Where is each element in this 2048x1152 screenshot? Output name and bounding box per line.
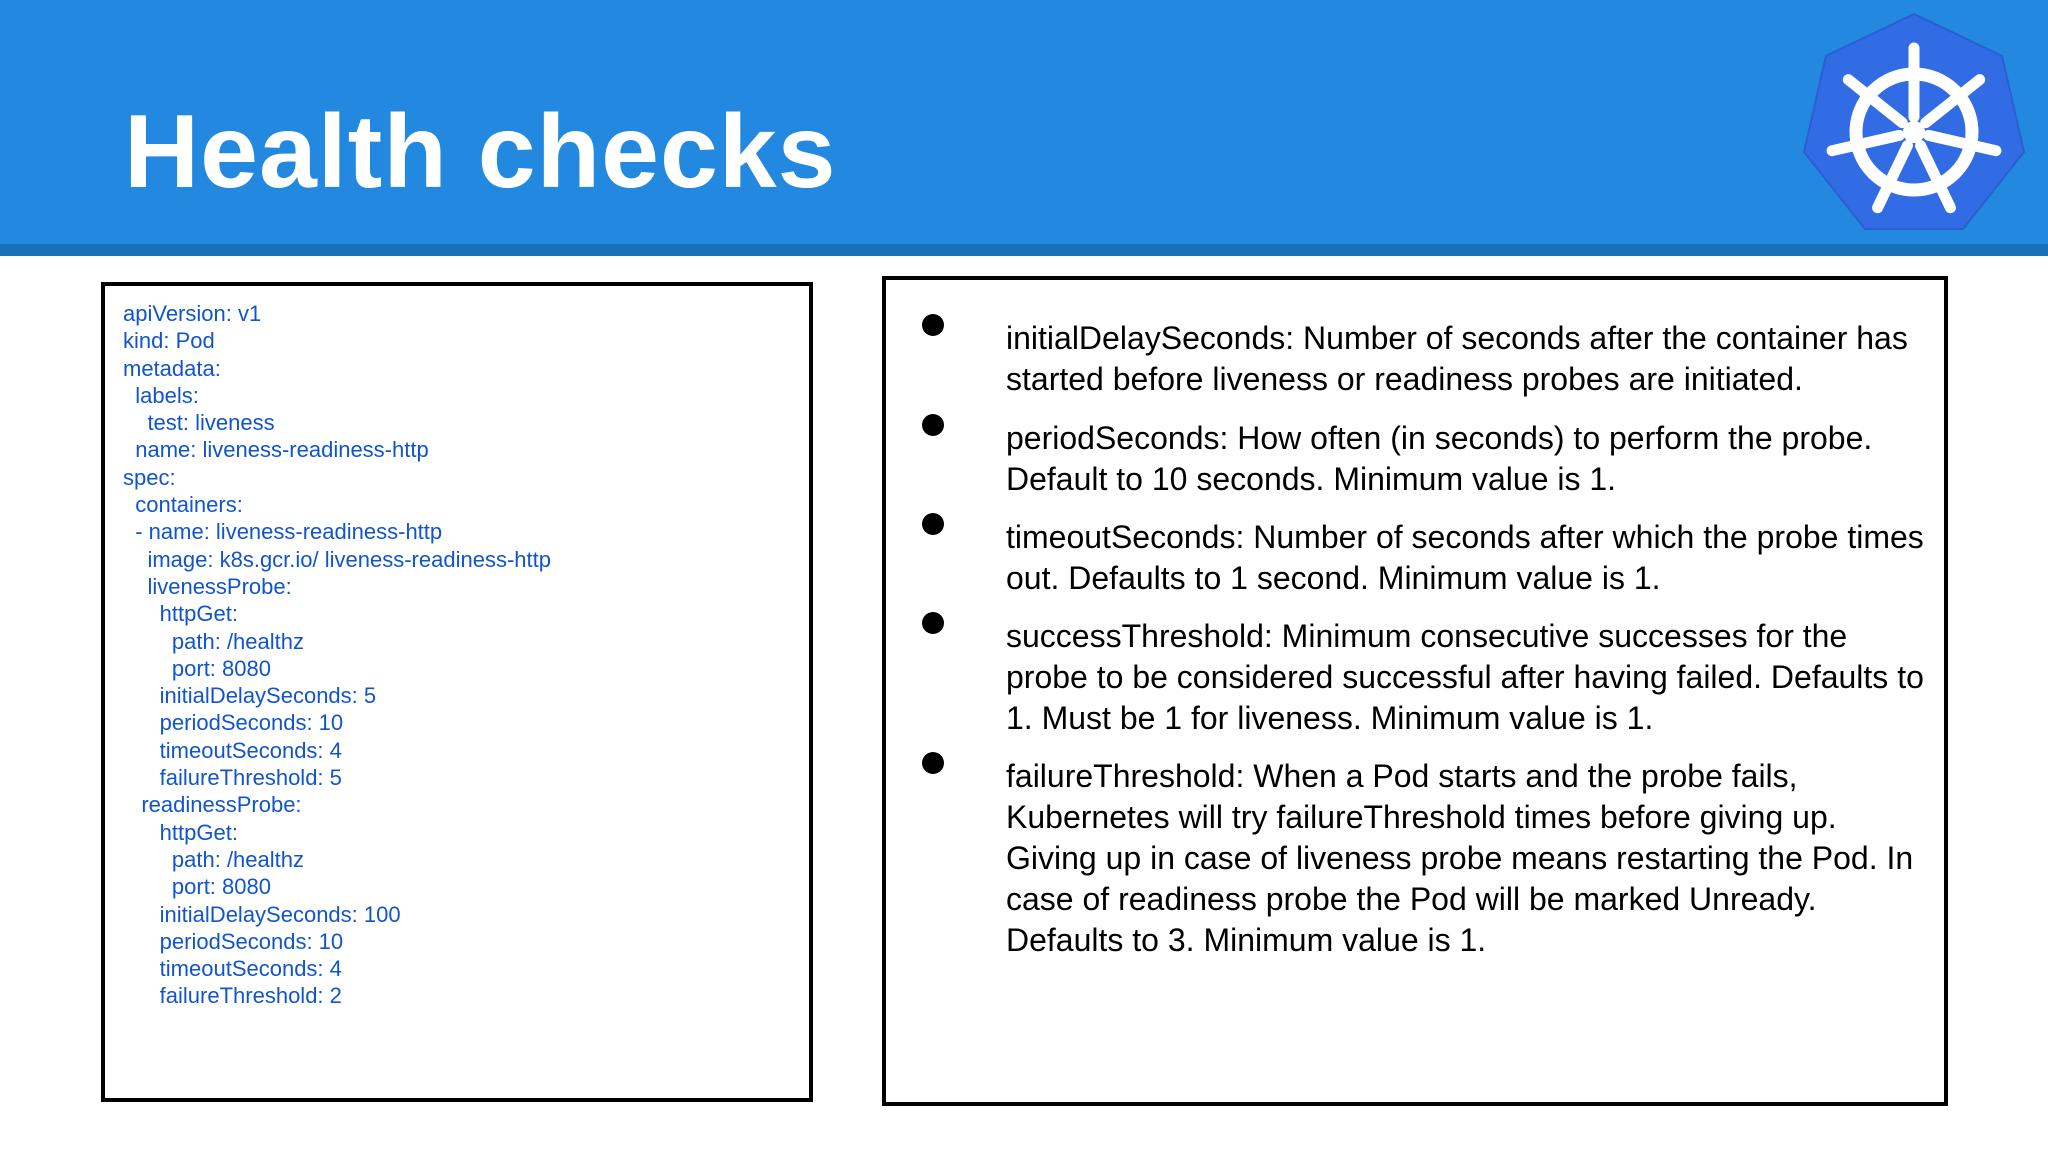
header-rule bbox=[0, 244, 2048, 256]
code-line: periodSeconds: 10 bbox=[123, 928, 344, 954]
note-failure-threshold: failureThreshold: When a Pod starts and the probe fails, Kubernetes will try failureThreshold times before giving up. Giving up in case of liveness probe means restarting the Pod. In case of readiness probe the Pod will be marked Unready. Defaults to 3. Minimum value is 1. bbox=[1006, 758, 1914, 958]
code-line: - name: liveness-readiness-http bbox=[123, 519, 443, 545]
code-line: readinessProbe: bbox=[123, 792, 302, 818]
code-line: path: /healthz bbox=[123, 846, 304, 872]
note-timeout-seconds: timeoutSeconds: Number of seconds after which the probe times out. Defaults to 1 second. Minimum value is 1. bbox=[1006, 519, 1924, 596]
note-period-seconds: periodSeconds: How often (in seconds) to perform the probe. Default to 10 seconds. Minimum value is 1. bbox=[1006, 420, 1873, 497]
code-line: timeoutSeconds: 4 bbox=[123, 956, 342, 982]
code-line: image: k8s.gcr.io/ liveness-readiness-http bbox=[123, 546, 551, 572]
yaml-code-block bbox=[123, 300, 551, 1010]
code-line: failureThreshold: 2 bbox=[123, 983, 342, 1009]
code-line: metadata: bbox=[123, 355, 221, 381]
bullet-icon bbox=[922, 612, 944, 634]
bullet-icon bbox=[922, 752, 944, 774]
code-line: initialDelaySeconds: 100 bbox=[123, 901, 401, 927]
code-line: httpGet: bbox=[123, 819, 238, 845]
code-line: apiVersion: v1 bbox=[123, 301, 262, 326]
code-line: livenessProbe: bbox=[123, 573, 292, 599]
code-line: timeoutSeconds: 4 bbox=[123, 737, 342, 763]
probe-notes-box bbox=[882, 276, 1948, 1106]
note-success-threshold: successThreshold: Minimum consecutive successes for the probe to be considered successful after having failed. Defaults to 1. Must be 1 for liveness. Minimum value is 1. bbox=[1006, 618, 1924, 736]
bullet-icon bbox=[922, 414, 944, 436]
yaml-code-box bbox=[101, 282, 813, 1102]
code-line: spec: bbox=[123, 464, 176, 490]
code-line: initialDelaySeconds: 5 bbox=[123, 683, 377, 709]
code-line: test: liveness bbox=[123, 410, 275, 436]
kubernetes-helm-wheel-icon bbox=[1796, 10, 2032, 246]
bullet-icon bbox=[922, 513, 944, 535]
bullet-icon bbox=[922, 314, 944, 336]
slide-title: Health checks bbox=[124, 94, 837, 210]
code-line: containers: bbox=[123, 492, 243, 518]
code-line: path: /healthz bbox=[123, 628, 304, 654]
code-line: kind: Pod bbox=[123, 328, 215, 354]
code-line: port: 8080 bbox=[123, 655, 271, 681]
code-line: port: 8080 bbox=[123, 874, 271, 900]
code-line: failureThreshold: 5 bbox=[123, 765, 342, 791]
code-line: labels: bbox=[123, 382, 199, 408]
code-line: periodSeconds: 10 bbox=[123, 710, 344, 736]
code-line: name: liveness-readiness-http bbox=[123, 437, 429, 463]
code-line: httpGet: bbox=[123, 601, 238, 627]
note-initial-delay: initialDelaySeconds: Number of seconds after the container has started before liveness or readiness probes are initiated. bbox=[1006, 320, 1908, 397]
